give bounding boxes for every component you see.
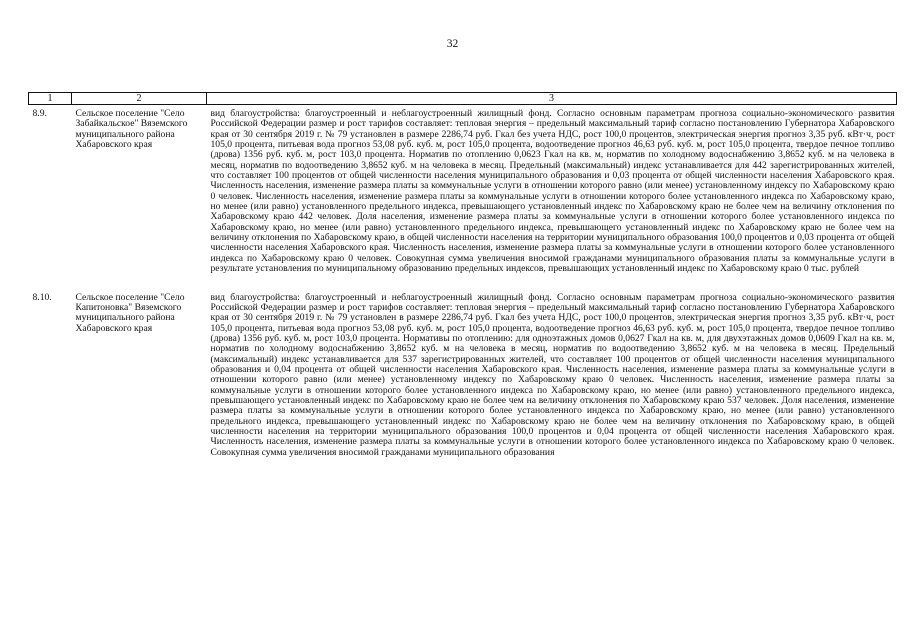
column-header-2: 2	[72, 93, 207, 105]
row-spacer	[29, 275, 897, 289]
row-description: вид благоустройства: благоустроенный и неблагоустроенный жилищный фонд. Согласно основным параметрам прогноза социально-экономического развития Российской Федерации размер и рост тарифов составляет: тепловая энергия – предельный максимальный тариф согласно постановлению Губернатора Хабаровского края от 30 сентября 2019 г. № 79 установлен в размере 2286,74 руб. Гкал без учета НДС, рост 100,0 процентов, электрическая энергия прогноз 3,35 руб. кВт·ч, рост 105,0 процента, питьевая вода прогноз 53,08 руб. куб. м, рост 105,0 процента, водоотведение прогноз 46,63 руб. куб. м, рост 105,0 процента, твердое печное топливо (дрова) 1356 руб. куб. м, рост 103,0 процента. Нормативы по отоплению: для одноэтажных домов 0,0627 Гкал на кв. м, для двухэтажных домов 0,0609 Гкал на кв. м, норматив по холодному водоснабжению 3,8652 куб. м на человека в месяц, норматив по водоотведению 3,8652 куб. м на человека в месяц. Предельный (максимальный) индекс устанавливается для 537 зарегистрированных жителей, что составляет 100 процентов от общей численности населения муниципального образования и 0,04 процента от общей численности населения Хабаровского края. Численность населения, изменение размера платы за коммунальные услуги в отношении которого равно (или менее) установленному индексу по Хабаровскому краю 0 человек. Численность населения, изменение размера платы за коммунальные услуги в отношении которого более установленного индекса по Хабаровскому краю, но менее (или равно) установленного предельного индекса, превышающего установленный индекс по Хабаровскому краю не более чем на величину отклонения по Хабаровскому краю 537 человек. Доля населения, изменение размера платы за коммунальные услуги в отношении которого более установленного индекса по Хабаровскому краю, но менее (или равно) установленного предельного индекса, превышающего установленный индекс по Хабаровскому краю не более чем на величину отклонения по Хабаровскому краю, в общей численности населения на территории муниципального образования 100,0 процентов и 0,04 процента от общей численности населения Хабаровского края. Численность населения, изменение размера платы за коммунальные услуги в отношении которого более установленного индекса по Хабаровскому краю 0 человек. Совокупная сумма увеличения вносимой гражданами муниципального образования	[210, 291, 895, 458]
settlement-name: Сельское поселение "Село Забайкальское" Вяземского муниципального района Хабаровского края	[75, 108, 188, 151]
row-number: 8.9.	[32, 108, 47, 119]
table-row	[29, 289, 897, 459]
page-number: 32	[446, 38, 459, 50]
settlement-name: Сельское поселение "Село Капитоновка" Вяземского муниципального района Хабаровского края	[75, 291, 185, 334]
column-header-3: 3	[207, 93, 897, 105]
table-row	[29, 105, 897, 275]
row-description: вид благоустройства: благоустроенный и неблагоустроенный жилищный фонд. Согласно основным параметрам прогноза социально-экономического развития Российской Федерации размер и рост тарифов составляет: тепловая энергия – предельный максимальный тариф согласно постановлению Губернатора Хабаровского края от 30 сентября 2019 г. № 79 установлен в размере 2286,74 руб. Гкал без учета НДС, рост 100,0 процентов, электрическая энергия прогноз 3,35 руб. кВт·ч, рост 105,0 процента, питьевая вода прогноз 53,08 руб. куб. м, рост 105,0 процента, водоотведение прогноз 46,63 руб. куб. м, рост 105,0 процента, твердое печное топливо (дрова) 1356 руб. куб. м, рост 103,0 процента. Норматив по отоплению 0,0623 Гкал на кв. м, норматив по холодному водоснабжению 3,8652 куб. м на человека в месяц, норматив по водоотведению 3,8652 куб. м на человека в месяц. Предельный (максимальный) индекс устанавливается для 442 зарегистрированных жителей, что составляет 100 процентов от общей численности населения муниципального образования и 0,03 процента от общей численности населения Хабаровского края. Численность населения, изменение размера платы за коммунальные услуги в отношении которого равно (или менее) установленному индексу по Хабаровскому краю 0 человек. Численность населения, изменение размера платы за коммунальные услуги в отношении которого более установленного индекса по Хабаровскому краю, но менее (или равно) установленного предельного индекса, превышающего установленный индекс по Хабаровскому краю не более чем на величину отклонения по Хабаровскому краю 442 человек. Доля населения, изменение размера платы за коммунальные услуги в отношении которого более установленного индекса по Хабаровскому краю, но менее (или равно) установленного предельного индекса, превышающего установленный индекс по Хабаровскому краю не более чем на величину отклонения по Хабаровскому краю, в общей численности населения на территории муниципального образования 100,0 процентов и 0,03 процента от общей численности населения Хабаровского края. Численность населения, изменение размера платы за коммунальные услуги в отношении которого более установленного индекса по Хабаровскому краю 0 человек. Совокупная сумма увеличения вносимой гражданами муниципального образования платы за коммунальные услуги в результате установления по муниципальному образованию предельных индексов, превышающих установленный индекс по Хабаровскому краю 0 тыс. рублей	[210, 108, 895, 275]
settlements-table	[28, 92, 897, 458]
row-number: 8.10.	[32, 291, 52, 303]
column-header-1: 1	[29, 93, 72, 105]
table-header-row	[29, 93, 897, 105]
